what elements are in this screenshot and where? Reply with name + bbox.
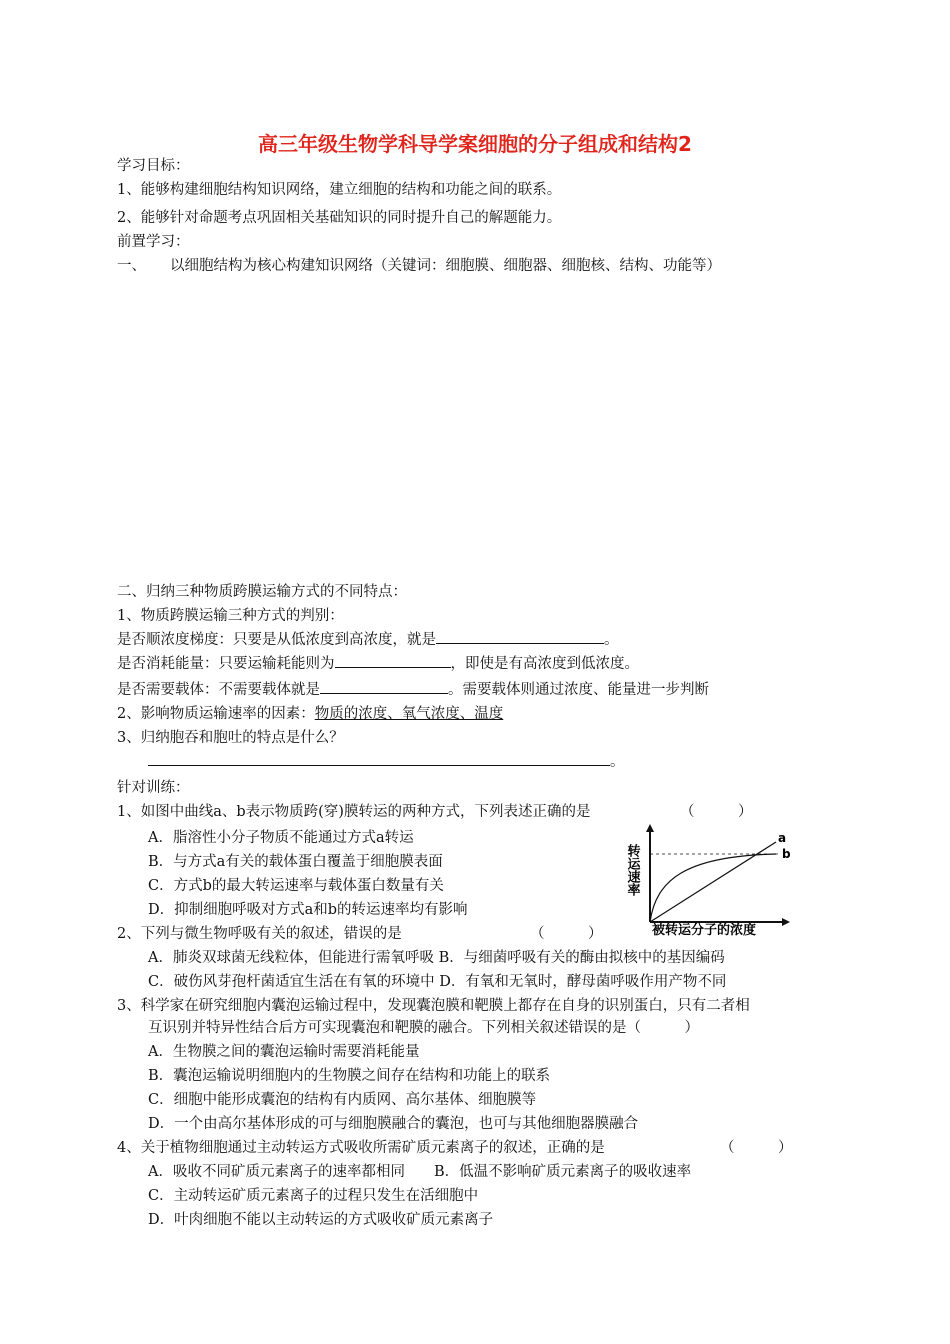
q3-option-c[interactable]: C．细胞中能形成囊泡的结构有内质网、高尔基体、细胞膜等 (148, 1092, 537, 1108)
goals-heading: 学习目标： (117, 158, 190, 174)
q1-option-d[interactable]: D．抑制细胞呼吸对方式a和b的转运速率均有影响 (148, 902, 468, 918)
line-gradient-text: 是否顺浓度梯度：只要是从低浓度到高浓度，就是 (117, 632, 436, 648)
q3-answer-line (148, 750, 625, 771)
q2-stem: 2、下列与微生物呼吸有关的叙述，错误的是 (117, 926, 402, 942)
line-gradient-end: 。 (604, 632, 619, 648)
section2-heading: 二、归纳三种物质跨膜运输方式的不同特点： (117, 584, 407, 600)
section1-text: 以细胞结构为核心构建知识网络（关键词：细胞膜、细胞器、细胞核、结构、功能等） (170, 258, 721, 274)
q4-bracket[interactable]: （ ） (720, 1140, 793, 1156)
q1-option-c[interactable]: C．方式b的最大转运速率与载体蛋白数量有关 (148, 878, 444, 894)
q3-option-b[interactable]: B．囊泡运输说明细胞内的生物膜之间存在结构和功能上的联系 (148, 1068, 551, 1084)
line-energy (117, 652, 639, 673)
q3-stem-cont: 互识别并特异性结合后方可实现囊泡和靶膜的融合。下列相关叙述错误的是（ ） (148, 1020, 699, 1036)
q2-bracket[interactable]: （ ） (530, 926, 603, 942)
goal-2: 2、能够针对命题考点巩固相关基础知识的同时提升自己的解题能力。 (117, 210, 562, 226)
curve-b-label: b (782, 847, 791, 861)
training-heading: 针对训练： (117, 780, 190, 796)
curve-a-label: a (778, 831, 787, 845)
q1-heading: 1、物质跨膜运输三种方式的判别： (117, 608, 344, 624)
q2-line (117, 702, 503, 723)
q3-stem: 3、科学家在研究细胞内囊泡运输过程中，发现囊泡膜和靶膜上都存在自身的识别蛋白，只有二者相 (117, 998, 750, 1014)
q1-option-a[interactable]: A．脂溶性小分子物质不能通过方式a转运 (148, 830, 414, 846)
q2-options-ab[interactable]: A．肺炎双球菌无线粒体，但能进行需氧呼吸 B．与细菌呼吸有关的酶由拟核中的基因编码 (148, 950, 725, 966)
transport-rate-figure (610, 822, 835, 937)
y-axis-arrow (646, 824, 654, 832)
x-axis-arrow (782, 918, 790, 926)
y-axis-label: 转运速率 (624, 844, 640, 896)
blank-q3[interactable] (148, 751, 610, 766)
q1-bracket[interactable]: （ ） (680, 804, 753, 820)
q1-stem: 1、如图中曲线a、b表示物质跨(穿)膜转运的两种方式，下列表述正确的是 (117, 804, 591, 820)
q2-underlined: 物质的浓度、氧气浓度、温度 (314, 706, 504, 722)
curve-b (650, 854, 776, 922)
pre-heading: 前置学习： (117, 234, 190, 250)
line-carrier (117, 678, 709, 699)
blank-carrier[interactable] (320, 679, 448, 694)
q3-option-a[interactable]: A．生物膜之间的囊泡运输时需要消耗能量 (148, 1044, 420, 1060)
blank-gradient[interactable] (436, 629, 604, 644)
line-carrier-text: 是否需要载体：不需要载体就是 (117, 682, 320, 698)
line-energy-end: ，即使是有高浓度到低浓度。 (450, 656, 639, 672)
q4-option-d[interactable]: D．叶肉细胞不能以主动转运的方式吸收矿质元素离子 (148, 1212, 494, 1228)
section1-number: 一、 (117, 258, 146, 274)
q1-option-b[interactable]: B．与方式a有关的载体蛋白覆盖于细胞膜表面 (148, 854, 443, 870)
page-title: 高三年级生物学科导学案细胞的分子组成和结构2 (258, 132, 692, 156)
q3-option-d[interactable]: D．一个由高尔基体形成的可与细胞膜融合的囊泡，也可与其他细胞器膜融合 (148, 1116, 639, 1132)
q4-option-c[interactable]: C．主动转运矿质元素离子的过程只发生在活细胞中 (148, 1188, 479, 1204)
q2-text: 2、影响物质运输速率的因素： (117, 706, 315, 722)
q3-end: 。 (610, 754, 625, 770)
blank-energy[interactable] (335, 653, 451, 668)
q4-options-ab[interactable]: A．吸收不同矿质元素离子的速率都相同 B．低温不影响矿质元素离子的吸收速率 (148, 1164, 692, 1180)
line-gradient (117, 628, 619, 649)
line-carrier-end: 。需要载体则通过浓度、能量进一步判断 (448, 682, 709, 698)
goal-1: 1、能够构建细胞结构知识网络，建立细胞的结构和功能之间的联系。 (117, 182, 562, 198)
x-axis-label: 被转运分子的浓度 (652, 923, 757, 937)
line-energy-text: 是否消耗能量：只要运输耗能则为 (117, 656, 335, 672)
q3-line: 3、归纳胞吞和胞吐的特点是什么？ (117, 730, 344, 746)
q2-options-cd[interactable]: C．破伤风芽孢杆菌适宜生活在有氧的环境中 D．有氧和无氧时，酵母菌呼吸作用产物不同 (148, 974, 727, 990)
q4-stem: 4、关于植物细胞通过主动转运方式吸收所需矿质元素离子的叙述，正确的是 (117, 1140, 605, 1156)
